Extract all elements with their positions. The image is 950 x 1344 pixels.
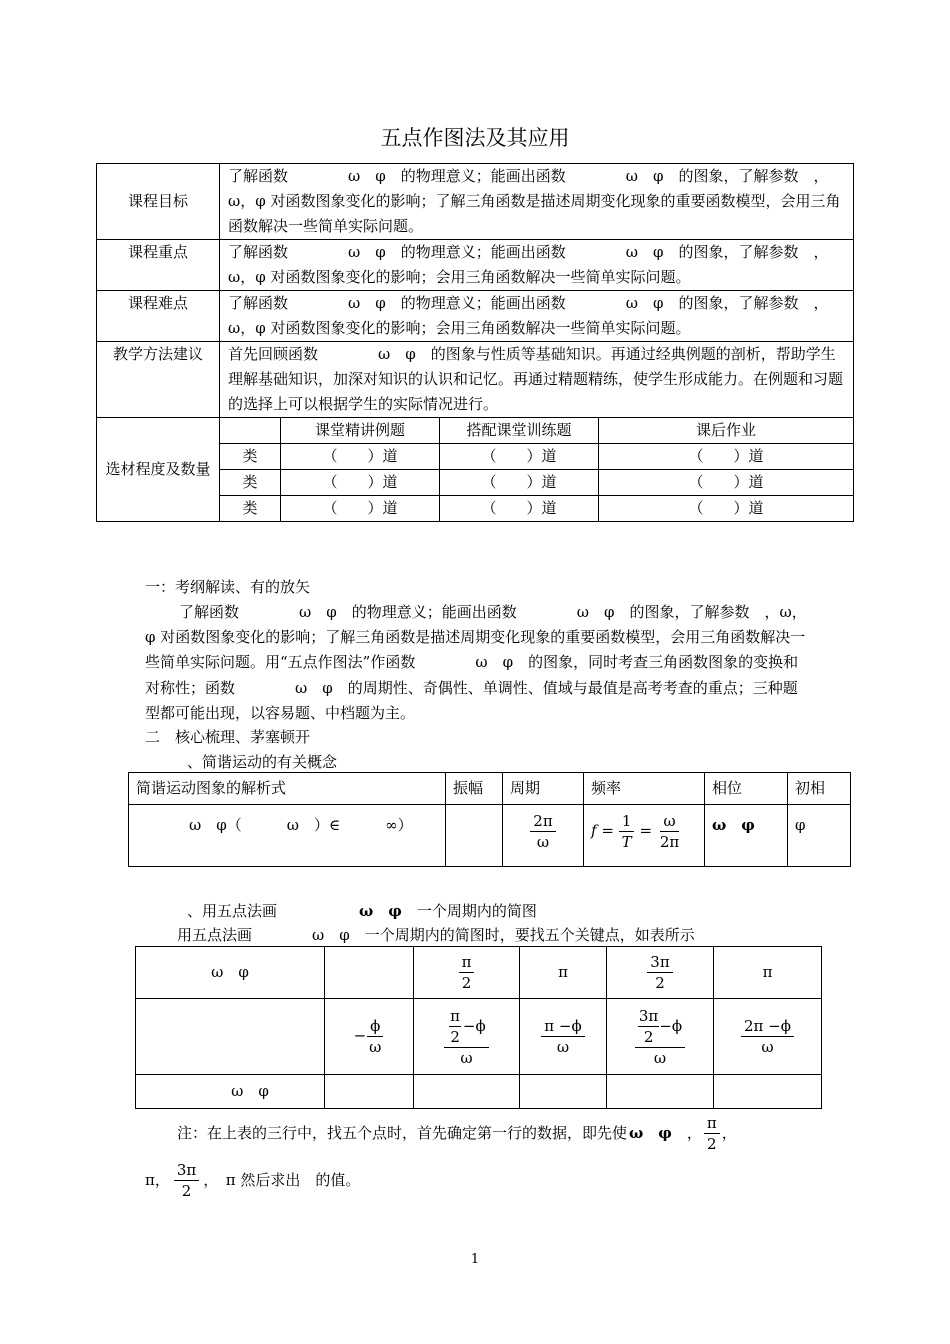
fraction-den: 2 (655, 974, 665, 992)
fraction-den: 2 (643, 1027, 654, 1046)
row-content: 了解函数 ω φ 的物理意义；能画出函数 ω φ 的图象，了解参数 ，ω，φ 对函数图象变化的影响；了解三角函数是描述周期变化现象的重要函数模型，会用三角函数解决一些简单实际问题。 (220, 164, 854, 240)
value-cell (414, 1075, 520, 1109)
table-row (129, 805, 851, 867)
count-cell: （ ）道 (599, 444, 854, 470)
value-cell (325, 999, 414, 1075)
row-label (136, 999, 325, 1075)
fraction-num (635, 1006, 685, 1048)
row-label: 课程目标 (97, 164, 220, 240)
value-cell (325, 947, 414, 999)
freq-fraction-1 (619, 811, 635, 852)
count-cell: （ ）道 (599, 470, 854, 496)
type-cell: 类 (220, 444, 281, 470)
count-cell: （ ）道 (281, 444, 440, 470)
fraction-num: 3π (174, 1160, 199, 1181)
freq-fraction-2 (657, 811, 682, 852)
fraction-num: ω (660, 811, 678, 832)
column-header: 初相 (788, 773, 851, 805)
type-cell: 类 (220, 496, 281, 522)
formula-cell: ω φ（ ω ）∈ ∞） (129, 805, 446, 867)
page-title: 五点作图法及其应用 (380, 126, 570, 150)
table-row (136, 1075, 822, 1109)
column-header: 简谐运动图象的解析式 (129, 773, 446, 805)
row-content: 了解函数 ω φ 的物理意义；能画出函数 ω φ 的图象，了解参数 ，ω，φ 对函数图象变化的影响；会用三角函数解决一些简单实际问题。 (220, 240, 854, 291)
equals-sign: = (639, 821, 653, 840)
section1-paragraph: 了解函数 ω φ 的物理意义；能画出函数 ω φ 的图象，了解参数 ，ω，φ 对函数图象变化的影响；了解三角函数是描述周期变化现象的重要函数模型，会用三角函数解决一些简单实际问题。用“五点作图法”作函数 ω φ 的图象，同时考查三角函数图象的变换和对称性；函数 ω φ 的周期性、奇偶性、单调性、值域与最值是高考考查的重点；三种题型都可能出现，以容易题、中档题为主。 (145, 603, 807, 722)
fraction-den: 2 (707, 1135, 717, 1153)
fraction-den: ω (556, 1038, 570, 1056)
note-comma: ， (721, 1124, 737, 1142)
five-point-table (135, 946, 822, 1109)
sub2-mid: ω φ (359, 902, 402, 920)
course-table (96, 163, 854, 522)
table-row (97, 342, 854, 418)
note-fraction-1 (704, 1113, 720, 1154)
fraction-num: 3π (647, 952, 672, 973)
table-row (136, 999, 822, 1075)
value-cell: π (520, 947, 607, 999)
section1-heading: 一：考纲解读、有的放矢 (145, 578, 311, 596)
table-row (97, 291, 854, 342)
table-row (97, 164, 854, 240)
fraction (647, 952, 672, 993)
count-cell: （ ）道 (281, 470, 440, 496)
table-row (97, 240, 854, 291)
value-cell (607, 1075, 714, 1109)
phase-cell: ω φ (705, 805, 788, 867)
row-content: 了解函数 ω φ 的物理意义；能画出函数 ω φ 的图象，了解参数 ，ω，φ 对函数图象变化的影响；会用三角函数解决一些简单实际问题。 (220, 291, 854, 342)
fraction (444, 1006, 488, 1068)
blank-cell (220, 418, 281, 444)
frequency-cell (584, 805, 705, 867)
fraction (541, 1016, 584, 1057)
fraction (635, 1006, 685, 1068)
fraction-num: π (459, 952, 475, 973)
row-label: 课程重点 (97, 240, 220, 291)
fraction-den: T (621, 833, 632, 851)
note-fraction-2 (174, 1160, 199, 1201)
fraction-den: ω (653, 1048, 667, 1067)
row-label: ω φ (136, 1075, 325, 1109)
amplitude-cell (446, 805, 503, 867)
row-label: 教学方法建议 (97, 342, 220, 418)
value-cell: π (714, 947, 822, 999)
fraction-den: ω (761, 1038, 774, 1056)
fraction-num: 3π (638, 1006, 659, 1025)
count-cell: （ ）道 (281, 496, 440, 522)
minus-sign: − (353, 1026, 367, 1045)
page-number: 1 (470, 1252, 480, 1267)
note-text: π， (145, 1171, 170, 1189)
period-fraction (530, 811, 555, 852)
fraction-num: 1 (619, 811, 635, 832)
note-line2 (145, 1160, 360, 1201)
fraction-num (444, 1006, 488, 1048)
section2-sub2-line2: 用五点法画 ω φ 一个周期内的简图时，要找五个关键点，如表所示 (177, 926, 695, 944)
column-header: 课后作业 (599, 418, 854, 444)
fraction-den: 2 (450, 1027, 460, 1046)
fraction-den: 2 (181, 1182, 192, 1200)
fraction-num: π (704, 1113, 720, 1134)
table-row (129, 773, 851, 805)
section2-sub1: 、简谐运动的有关概念 (187, 753, 338, 771)
inner-fraction (638, 1006, 659, 1047)
value-cell (607, 947, 714, 999)
value-cell (714, 1075, 822, 1109)
type-cell: 类 (220, 470, 281, 496)
fraction-num: 2π −ϕ (741, 1016, 794, 1037)
count-cell: （ ）道 (440, 496, 599, 522)
count-cell: （ ）道 (599, 496, 854, 522)
period-cell (503, 805, 584, 867)
fraction-den: 2π (659, 833, 680, 851)
value-cell (520, 1075, 607, 1109)
value-cell (414, 947, 520, 999)
note-bold: ω φ (629, 1124, 672, 1142)
fraction (741, 1016, 794, 1057)
harmonic-table (128, 772, 851, 867)
fraction-den: ω (536, 833, 550, 851)
row-content: 首先回顾函数 ω φ 的图象与性质等基础知识。再通过经典例题的剖析，帮助学生理解基础知识，加深对知识的认识和记忆。再通过精题精练，使学生形成能力。在例题和习题的选择上可以根据学生的实际情况进行。 (220, 342, 854, 418)
fraction (459, 952, 475, 993)
value-cell (607, 999, 714, 1075)
fraction-num: ϕ (367, 1016, 383, 1037)
value-cell (714, 999, 822, 1075)
row-label: ω φ (136, 947, 325, 999)
count-cell: （ ）道 (440, 470, 599, 496)
note-text: 注：在上表的三行中，找五个点时，首先确定第一行的数据，即先使 (177, 1124, 628, 1142)
column-header: 课堂精讲例题 (281, 418, 440, 444)
fraction-tail: −ϕ (462, 1017, 486, 1035)
section2-sub2 (187, 899, 537, 924)
fraction-den: ω (460, 1048, 473, 1067)
f-label: f = (591, 821, 614, 840)
fraction-tail: −ϕ (659, 1017, 683, 1035)
column-header: 周期 (503, 773, 584, 805)
sub2-prefix: 、用五点法画 (187, 902, 278, 920)
table-row (97, 418, 854, 444)
section2-heading: 二 核心梳理、茅塞顿开 (145, 728, 311, 746)
column-header: 振幅 (446, 773, 503, 805)
selection-label: 选材程度及数量 (97, 418, 220, 522)
fraction-num: 2π (530, 811, 555, 832)
note-line1 (177, 1113, 737, 1154)
column-header: 搭配课堂训练题 (440, 418, 599, 444)
fraction-den: 2 (461, 974, 472, 992)
value-cell (520, 999, 607, 1075)
table-row (136, 947, 822, 999)
fraction-num: π (450, 1006, 461, 1025)
sub2-suffix: 一个周期内的简图 (416, 902, 537, 920)
column-header: 频率 (584, 773, 705, 805)
note-text: ， π 然后求出 的值。 (203, 1171, 361, 1189)
value-cell (414, 999, 520, 1075)
fraction-num: π −ϕ (541, 1016, 584, 1037)
row-label: 课程难点 (97, 291, 220, 342)
value-cell (325, 1075, 414, 1109)
inner-fraction (447, 1006, 463, 1047)
note-sep: ， (671, 1124, 702, 1142)
fraction (366, 1016, 384, 1057)
count-cell: （ ）道 (440, 444, 599, 470)
column-header: 相位 (705, 773, 788, 805)
initial-phase-cell: φ (788, 805, 851, 867)
fraction-den: ω (369, 1038, 382, 1056)
